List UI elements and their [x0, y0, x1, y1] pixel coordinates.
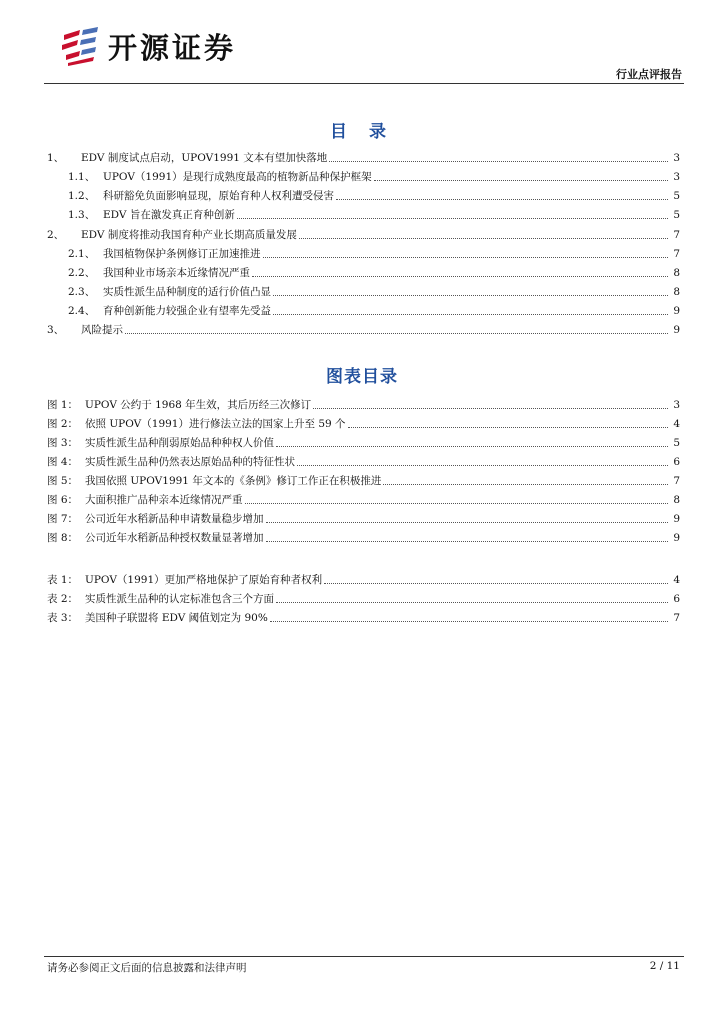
toc-entry-number: 1.1、 [68, 171, 96, 183]
toc-entry-number: 1.3、 [68, 209, 96, 221]
dot-leader [245, 502, 669, 504]
report-type-label: 行业点评报告 [616, 68, 682, 81]
toc-entry[interactable] [68, 166, 680, 184]
toc-entry-text: EDV 旨在激发真正育种创新 [103, 209, 235, 221]
dot-leader [270, 620, 668, 622]
figure-entry-page: 7 [673, 475, 680, 487]
toc-entry-page: 7 [673, 229, 680, 241]
figure-entry[interactable] [47, 413, 680, 431]
dot-leader [125, 332, 668, 334]
toc-entry-number: 2.4、 [68, 305, 96, 317]
figure-entry-number: 图 1： [47, 399, 79, 411]
dot-leader [383, 483, 668, 485]
figure-entry-text: 依照 UPOV（1991）进行修法立法的国家上升至 59 个 [85, 418, 346, 430]
table-entry[interactable] [47, 607, 680, 625]
figure-entry-page: 5 [673, 437, 680, 449]
company-logo [60, 24, 290, 68]
toc-entry-number: 1.2、 [68, 190, 96, 202]
footer-disclaimer: 请务必参阅正文后面的信息披露和法律声明 [47, 962, 247, 974]
dot-leader [266, 540, 669, 542]
dot-leader [276, 601, 668, 603]
toc-entry-text: 我国植物保护条例修订正加速推进 [103, 248, 261, 260]
footer-divider [44, 956, 684, 957]
figure-entry-number: 图 5： [47, 475, 79, 487]
toc-entry[interactable] [47, 224, 680, 242]
dot-leader [299, 237, 668, 239]
dot-leader [336, 198, 668, 200]
table-entry-number: 表 3： [47, 612, 79, 624]
table-entry-text: UPOV（1991）更加严格地保护了原始育种者权利 [85, 574, 323, 586]
toc-entry-page: 9 [673, 305, 680, 317]
header-divider [44, 83, 684, 84]
toc-entry-number: 1、 [47, 152, 65, 164]
toc-entry-number: 3、 [47, 324, 65, 336]
table-entry-text: 美国种子联盟将 EDV 阈值划定为 90% [85, 612, 268, 624]
figure-entry-page: 3 [673, 399, 680, 411]
figure-entry-number: 图 4： [47, 456, 79, 468]
toc-entry-text: 风险提示 [81, 324, 123, 336]
dot-leader [313, 407, 668, 409]
toc-entry-text: 育种创新能力较强企业有望率先受益 [103, 305, 271, 317]
table-entry-page: 4 [673, 574, 680, 586]
toc-entry-text: 我国种业市场亲本近缘情况严重 [103, 267, 250, 279]
figure-entry-text: 大面积推广品种亲本近缘情况严重 [85, 494, 243, 506]
toc-entry-text: 科研豁免负面影响显现，原始育种人权利遭受侵害 [103, 190, 334, 202]
figure-entry-page: 9 [673, 532, 680, 544]
figure-entry[interactable] [47, 394, 680, 412]
table-entry-page: 7 [673, 612, 680, 624]
toc-entry[interactable] [68, 262, 680, 280]
figure-entry-page: 8 [673, 494, 680, 506]
figure-entry-number: 图 7： [47, 513, 79, 525]
toc-entry-page: 9 [673, 324, 680, 336]
table-entry-page: 6 [673, 593, 680, 605]
page-header [44, 12, 684, 88]
toc-entry[interactable] [68, 204, 680, 222]
figure-entry[interactable] [47, 451, 680, 469]
toc-entry[interactable] [68, 243, 680, 261]
toc-entry-page: 3 [673, 171, 680, 183]
figure-entry-number: 图 6： [47, 494, 79, 506]
dot-leader [273, 294, 668, 296]
figure-entry[interactable] [47, 489, 680, 507]
figure-entry-text: 公司近年水稻新品种申请数量稳步增加 [85, 513, 264, 525]
toc-entry-number: 2.3、 [68, 286, 96, 298]
table-entry-number: 表 1： [47, 574, 79, 586]
toc-entry-page: 8 [673, 286, 680, 298]
figures-index-title: 图表目录 [326, 367, 398, 387]
figure-entry-page: 6 [673, 456, 680, 468]
dot-leader [237, 217, 668, 219]
dot-leader [273, 313, 668, 315]
dot-leader [276, 445, 668, 447]
figure-entry-text: 实质性派生品种仍然表达原始品种的特征性状 [85, 456, 295, 468]
dot-leader [374, 179, 668, 181]
figure-entry[interactable] [47, 527, 680, 545]
toc-entry-text: 实质性派生品种制度的适行价值凸显 [103, 286, 271, 298]
page-number: 2 / 11 [649, 960, 680, 972]
toc-entry[interactable] [47, 147, 680, 165]
toc-entry[interactable] [68, 300, 680, 318]
table-entry[interactable] [47, 569, 680, 587]
figure-entry-text: 实质性派生品种削弱原始品种种权人价值 [85, 437, 274, 449]
dot-leader [263, 256, 669, 258]
figure-entry-number: 图 2： [47, 418, 79, 430]
figure-entry[interactable] [47, 470, 680, 488]
dot-leader [266, 521, 669, 523]
toc-entry-page: 5 [673, 209, 680, 221]
toc-entry[interactable] [68, 281, 680, 299]
figure-entry-page: 4 [673, 418, 680, 430]
table-entry-text: 实质性派生品种的认定标准包含三个方面 [85, 593, 274, 605]
figure-entry[interactable] [47, 508, 680, 526]
dot-leader [324, 582, 668, 584]
figure-entry-page: 9 [673, 513, 680, 525]
dot-leader [348, 426, 668, 428]
figure-entry[interactable] [47, 432, 680, 450]
figure-entry-number: 图 8： [47, 532, 79, 544]
toc-entry-page: 8 [673, 267, 680, 279]
toc-entry-text: EDV 制度将推动我国育种产业长期高质量发展 [81, 229, 297, 241]
kaiyuan-logo-icon [60, 26, 100, 66]
toc-title: 目 录 [330, 122, 394, 142]
dot-leader [329, 160, 668, 162]
toc-entry-page: 3 [673, 152, 680, 164]
figure-entry-number: 图 3： [47, 437, 79, 449]
dot-leader [297, 464, 668, 466]
table-entry-number: 表 2： [47, 593, 79, 605]
toc-entry-number: 2、 [47, 229, 65, 241]
figure-entry-text: UPOV 公约于 1968 年生效，其后历经三次修订 [85, 399, 312, 411]
toc-entry[interactable] [47, 319, 680, 337]
toc-entry-number: 2.2、 [68, 267, 96, 279]
figure-entry-text: 我国依照 UPOV1991 年文本的《条例》修订工作正在积极推进 [85, 475, 382, 487]
toc-entry-page: 5 [673, 190, 680, 202]
toc-entry[interactable] [68, 185, 680, 203]
dot-leader [252, 275, 668, 277]
table-entry[interactable] [47, 588, 680, 606]
toc-entry-number: 2.1、 [68, 248, 96, 260]
toc-entry-text: UPOV（1991）是现行成熟度最高的植物新品种保护框架 [103, 171, 372, 183]
company-name: 开源证券 [108, 30, 237, 65]
toc-entry-text: EDV 制度试点启动，UPOV1991 文本有望加快落地 [81, 152, 328, 164]
toc-entry-page: 7 [673, 248, 680, 260]
figure-entry-text: 公司近年水稻新品种授权数量显著增加 [85, 532, 264, 544]
